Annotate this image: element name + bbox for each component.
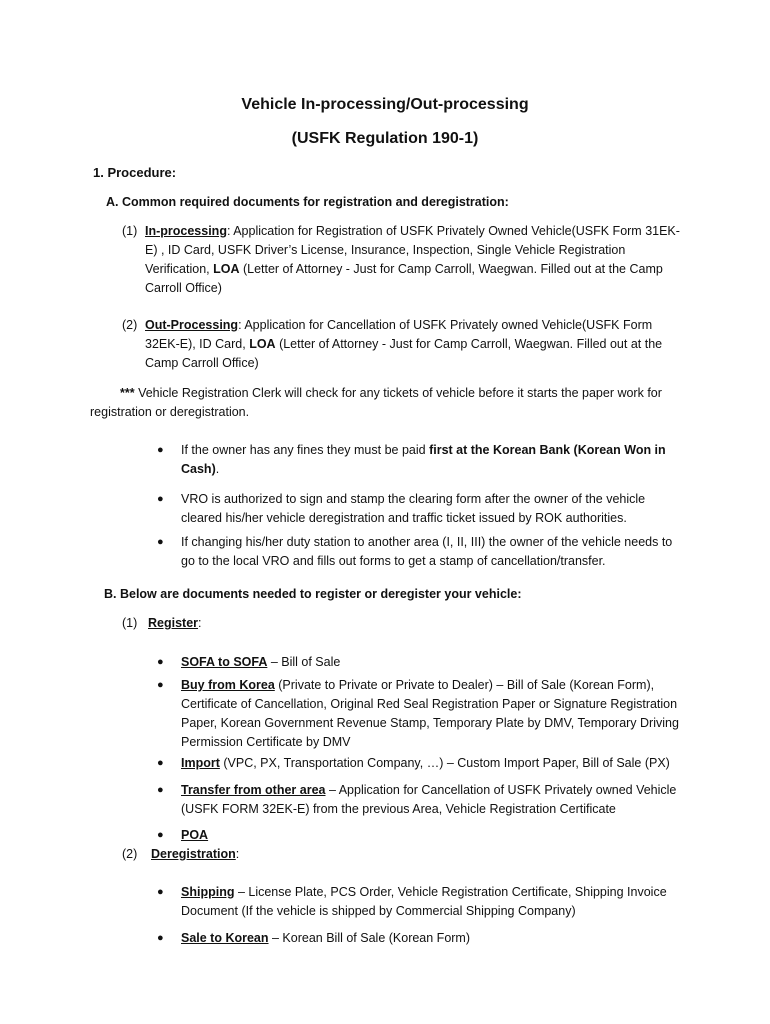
loa-label: LOA [213,262,240,276]
in-processing-label: In-processing [145,224,227,238]
out-processing-paragraph [145,316,685,373]
deregistration-item [181,883,686,921]
bullet-icon: ● [157,536,164,548]
deregistration-item-text: – License Plate, PCS Order, Vehicle Registration Certificate, Shipping Invoice Document (If the vehicle is shipped by Commercial Shipping Company) [181,885,667,918]
bullet-icon: ● [157,757,164,769]
duty-station-bullet: If changing his/her duty station to another area (I, II, III) the owner of the vehicle needs to go to the local VRO and fills out forms to get a stamp of cancellation/transfer. [181,535,673,568]
register-item [181,653,686,672]
register-item-text: – Bill of Sale [267,655,341,669]
item-number: (1) [122,616,138,630]
deregistration-item-label: Sale to Korean [181,931,269,945]
bullet-icon: ● [157,656,164,668]
deregistration-item-text: – Korean Bill of Sale (Korean Form) [268,931,471,945]
note-text: Vehicle Registration Clerk will check for any tickets of vehicle before it starts the paper work for registration or deregistration. [90,386,662,419]
item-number: (2) [122,318,138,332]
fines-bold-text: first at the Korean Bank (Korean Won in Cash) [181,443,666,476]
bullet-icon: ● [157,886,164,898]
bullet-icon: ● [157,932,164,944]
out-processing-label: Out-Processing [145,318,239,332]
bullet-icon: ● [157,679,164,691]
register-item [181,781,686,819]
deregistration-item-label: Shipping [181,885,235,899]
in-processing-paragraph [145,222,685,298]
loa-label: LOA [249,337,276,351]
document-title: Vehicle In-processing/Out-processing [241,96,529,113]
in-processing-text-end: (Letter of Attorney - Just for Camp Carroll, Waegwan. Filled out at the Camp Carroll Office) [145,262,663,295]
register-heading [148,614,202,633]
deregistration-item [181,929,686,948]
out-processing-text-end: (Letter of Attorney - Just for Camp Carroll, Waegwan. Filled out at the Camp Carroll Office) [145,337,663,370]
deregistration-heading [151,845,239,864]
register-item-text: – Application for Cancellation of USFK Privately owned Vehicle (USFK FORM 32EK-E) from the previous Area, Vehicle Registration Certificate [181,783,677,816]
register-item [181,826,686,845]
register-item-label: POA [181,828,209,842]
document-subtitle: (USFK Regulation 190-1) [291,130,479,147]
out-processing-text: : Application for Cancellation of USFK Privately owned Vehicle(USFK Form 32EK-E), ID Card, [145,318,653,351]
register-item [181,676,686,752]
fines-text: If the owner has any fines they must be paid [181,443,430,457]
clerk-note [90,384,690,422]
register-item-label: Transfer from other area [181,783,326,797]
section-procedure-heading: 1. Procedure: [93,165,177,180]
vro-bullet: VRO is authorized to sign and stamp the clearing form after the owner of the vehicle cleared his/her vehicle deregistration and traffic ticket issued by ROK authorities. [181,492,646,525]
register-item-label: Buy from Korea [181,678,275,692]
in-processing-text: : Application for Registration of USFK Privately Owned Vehicle(USFK Form 31EK-E) , ID Card, USFK Driver’s License, Insurance, Inspection, Single Vehicle Registration Verification, [145,224,680,276]
item-number: (1) [122,224,138,238]
register-item-text: (Private to Private or Private to Dealer) – Bill of Sale (Korean Form), Certificate of Cancellation, Original Red Seal Registration Paper or Signature Registration Paper, Korean Government Revenue Stamp, Temporary Plate by DMV, Temporary Driving Permission Certificate by DMV [181,678,679,749]
register-item-text: (VPC, PX, Transportation Company, …) – Custom Import Paper, Bill of Sale (PX) [219,756,670,770]
deregistration-colon: : [235,847,240,861]
bullet-icon: ● [157,829,164,841]
register-label: Register [148,616,199,630]
fines-bullet [181,441,686,479]
section-b-heading: B. Below are documents needed to register or deregister your vehicle: [104,587,522,601]
bullet-icon: ● [157,444,164,456]
register-item-label: SOFA to SOFA [181,655,268,669]
note-stars: *** [120,386,135,400]
deregistration-label: Deregistration [151,847,236,861]
fines-end: . [215,462,220,476]
register-item-label: Import [181,756,220,770]
bullet-icon: ● [157,784,164,796]
register-colon: : [198,616,202,630]
bullet-icon: ● [157,493,164,505]
register-item [181,754,686,773]
section-a-heading: A. Common required documents for registration and deregistration: [106,195,509,209]
item-number: (2) [122,847,138,861]
